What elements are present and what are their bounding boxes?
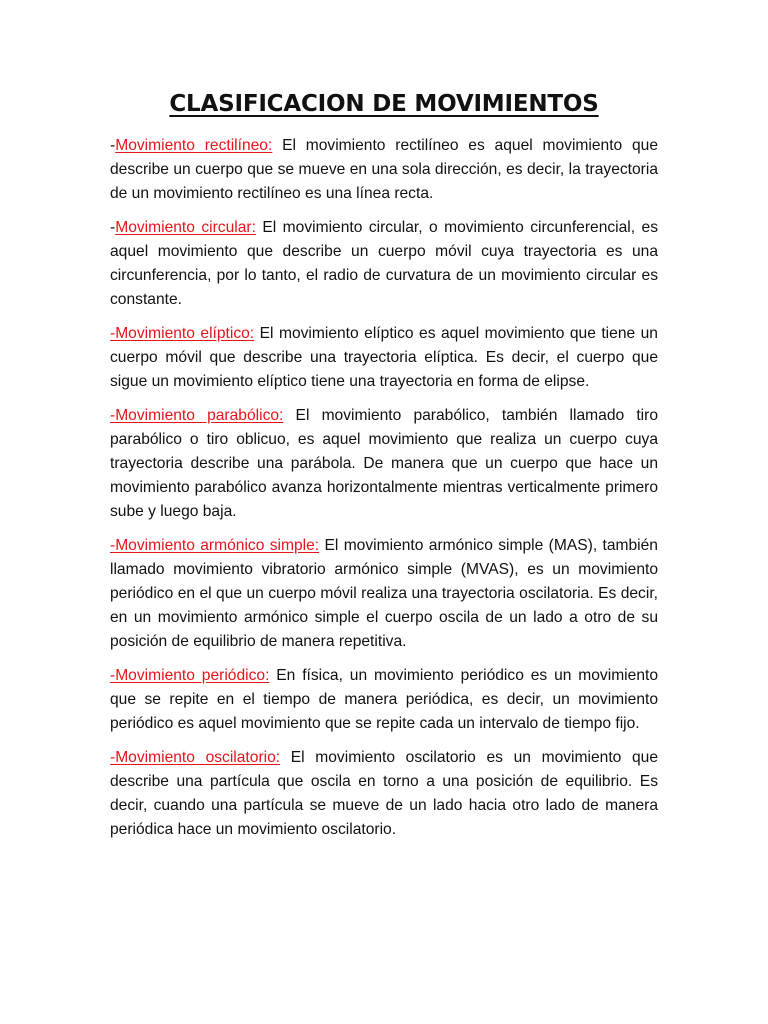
section-heading: -Movimiento parabólico:: [110, 407, 284, 424]
section-movimiento-parabolico: [110, 404, 658, 524]
section-movimiento-periodico: [110, 664, 658, 736]
section-heading: Movimiento rectilíneo:: [115, 137, 273, 154]
section-text: El movimiento armónico simple (MAS), también llamado movimiento vibratorio armónico simple (MVAS), es un movimiento periódico en el que un cuerpo móvil realiza una trayectoria oscilatoria. Es decir, en un movimiento armónico simple el cuerpo oscila de un lado a otro de su posición de equilibrio de manera repetitiva.: [110, 537, 658, 650]
section-movimiento-rectilineo: [110, 134, 658, 206]
document-body: [110, 134, 658, 852]
section-heading: -Movimiento periódico:: [110, 667, 270, 684]
section-movimiento-armonico-simple: [110, 534, 658, 654]
section-heading: Movimiento circular:: [115, 219, 256, 236]
section-text: El movimiento rectilíneo es aquel movimiento que describe un cuerpo que se mueve en una sola dirección, es decir, la trayectoria de un movimiento rectilíneo es una línea recta.: [110, 137, 659, 202]
section-movimiento-circular: [110, 216, 658, 312]
section-text: El movimiento elíptico es aquel movimiento que tiene un cuerpo móvil que describe una trayectoria elíptica. Es decir, el cuerpo que sigue un movimiento elíptico tiene una trayectoria en forma de elipse.: [110, 325, 658, 390]
section-dash: -: [110, 137, 116, 154]
section-heading: -Movimiento armónico simple:: [110, 537, 320, 554]
document-title: CLASIFICACION DE MOVIMIENTOS: [169, 91, 599, 117]
section-movimiento-oscilatorio: [110, 746, 658, 842]
section-text: El movimiento oscilatorio es un movimiento que describe una partícula que oscila en torno a una posición de equilibrio. Es decir, cuando una partícula se mueve de un lado hacia otro lado de manera periódica hace un movimiento oscilatorio.: [110, 749, 658, 838]
section-heading: -Movimiento oscilatorio:: [110, 749, 281, 766]
section-text: El movimiento circular, o movimiento circunferencial, es aquel movimiento que describe un cuerpo móvil cuya trayectoria es una circunferencia, por lo tanto, el radio de curvatura de un movimiento circular es constante.: [110, 219, 658, 308]
section-movimiento-eliptico: [110, 322, 658, 394]
section-text: En física, un movimiento periódico es un movimiento que se repite en el tiempo de manera periódica, es decir, un movimiento periódico es aquel movimiento que se repite cada un intervalo de tiempo fijo.: [110, 667, 658, 732]
section-heading: -Movimiento elíptico:: [110, 325, 255, 342]
section-text: El movimiento parabólico, también llamado tiro parabólico o tiro oblicuo, es aquel movimiento que realiza un cuerpo cuya trayectoria describe una parábola. De manera que un cuerpo que hace un movimiento parabólico avanza horizontalmente mientras verticalmente primero sube y luego baja.: [110, 407, 658, 520]
section-dash: -: [110, 219, 116, 236]
